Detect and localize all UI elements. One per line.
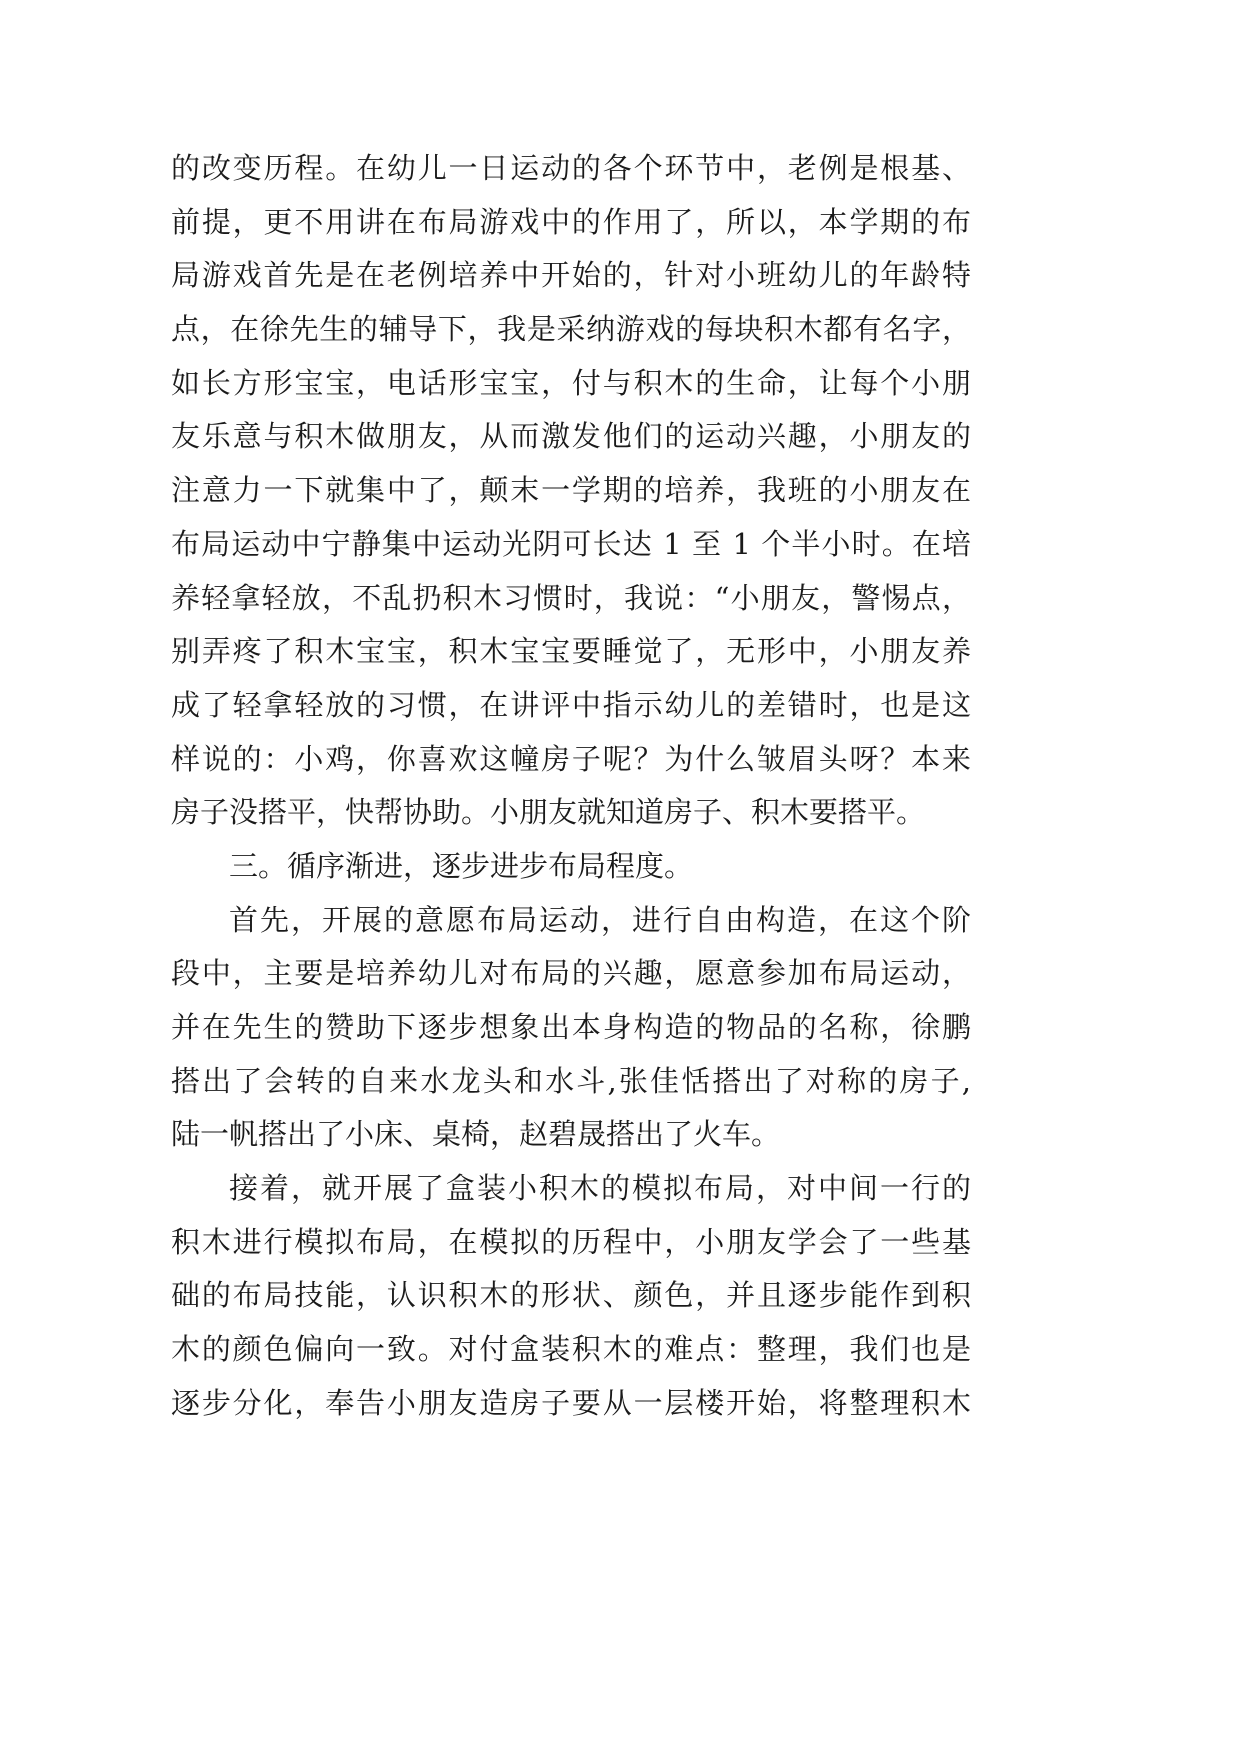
text-line: 养轻拿轻放，不乱扔积木习惯时，我说：“小朋友，警惕点，: [171, 580, 971, 615]
text-line: 点，在徐先生的辅导下，我是采纳游戏的每块积木都有名字，: [171, 312, 971, 347]
text-line: 别弄疼了积木宝宝，积木宝宝要睡觉了，无形中，小朋友养: [171, 634, 971, 669]
body-text: [171, 142, 971, 1431]
text-line: 木的颜色偏向一致。对付盒装积木的难点：整理，我们也是: [171, 1332, 971, 1367]
text-line: 成了轻拿轻放的习惯，在讲评中指示幼儿的差错时，也是这: [171, 687, 971, 722]
text-line: 首先，开展的意愿布局运动，进行自由构造，在这个阶: [229, 902, 971, 937]
text-line: 的改变历程。在幼儿一日运动的各个环节中，老例是根基、: [171, 151, 971, 185]
text-line: 布局运动中宁静集中运动光阴可长达 1 至 1 个半小时。在培: [171, 526, 971, 561]
text-line: 搭出了会转的自来水龙头和水斗,张佳恬搭出了对称的房子,: [171, 1063, 971, 1098]
text-line: 并在先生的赞助下逐步想象出本身构造的物品的名称，徐鹏: [171, 1010, 971, 1044]
text-line: 段中，主要是培养幼儿对布局的兴趣，愿意参加布局运动，: [171, 956, 971, 991]
text-line: 前提，更不用讲在布局游戏中的作用了，所以，本学期的布: [171, 204, 971, 239]
text-line: 样说的：小鸡，你喜欢这幢房子呢？为什么皱眉头呀？本来: [171, 741, 971, 776]
text-line: 础的布局技能，认识积木的形状、颜色，并且逐步能作到积: [171, 1278, 971, 1313]
text-line: 陆一帆搭出了小床、桌椅，赵碧晟搭出了火车。: [171, 1117, 781, 1152]
text-line: 局游戏首先是在老例培养中开始的，针对小班幼儿的年龄特: [171, 258, 971, 293]
text-line: 三。循序渐进，逐步进步布局程度。: [229, 848, 694, 883]
text-line: 注意力一下就集中了，颠末一学期的培养，我班的小朋友在: [171, 473, 971, 508]
text-line: 接着，就开展了盒装小积木的模拟布局，对中间一行的: [229, 1171, 971, 1206]
text-line: 逐步分化，奉告小朋友造房子要从一层楼开始，将整理积木: [171, 1385, 971, 1420]
text-line: 如长方形宝宝，电话形宝宝，付与积木的生命，让每个小朋: [171, 365, 971, 400]
text-line: 友乐意与积木做朋友，从而激发他们的运动兴趣，小朋友的: [171, 419, 971, 454]
text-line: 房子没搭平，快帮协助。小朋友就知道房子、积木要搭平。: [171, 795, 926, 830]
text-line: 积木进行模拟布局，在模拟的历程中，小朋友学会了一些基: [171, 1224, 971, 1259]
